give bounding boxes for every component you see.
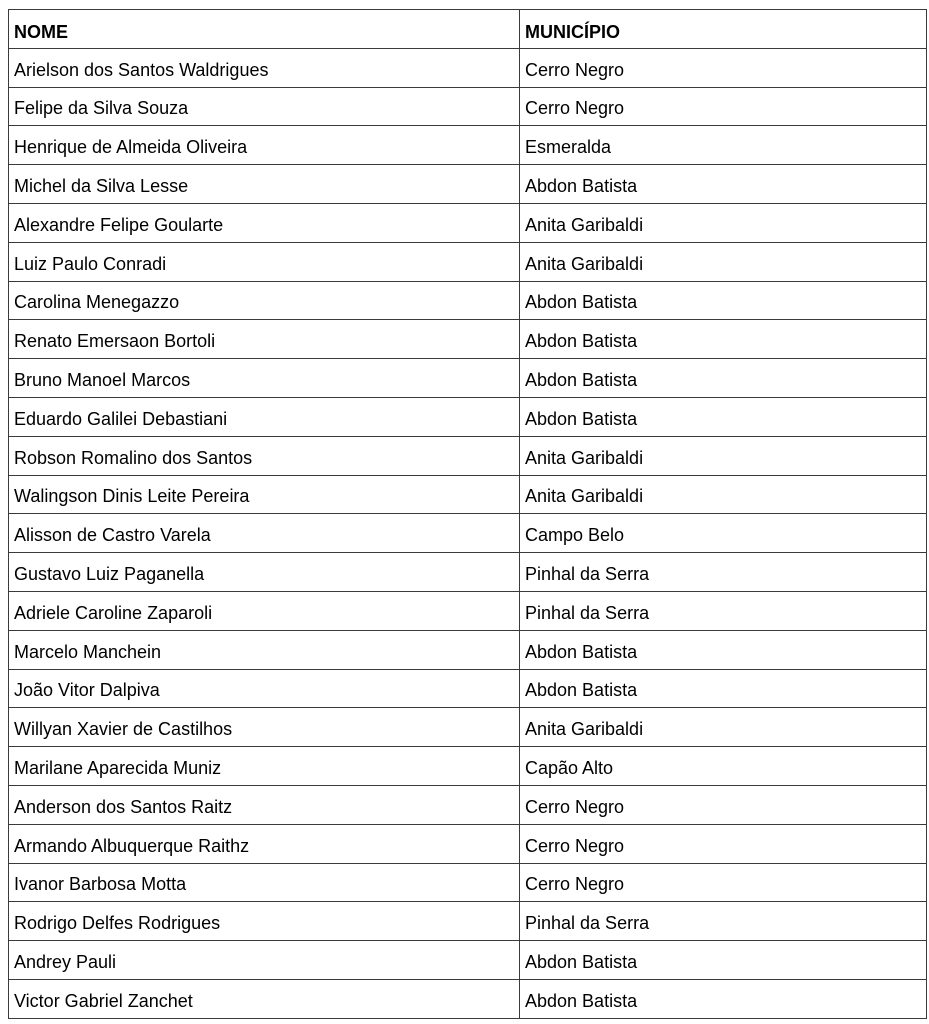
table-row — [9, 708, 927, 747]
cell-nome: Armando Albuquerque Raithz — [9, 824, 520, 863]
cell-nome: Alexandre Felipe Goularte — [9, 203, 520, 242]
table-row — [9, 397, 927, 436]
table-row — [9, 941, 927, 980]
table-row — [9, 630, 927, 669]
table-row — [9, 824, 927, 863]
cell-municipio: Abdon Batista — [520, 630, 927, 669]
table-body — [9, 48, 927, 1018]
cell-nome: Walingson Dinis Leite Pereira — [9, 475, 520, 514]
cell-nome: Victor Gabriel Zanchet — [9, 979, 520, 1018]
cell-municipio: Capão Alto — [520, 747, 927, 786]
cell-nome: Henrique de Almeida Oliveira — [9, 126, 520, 165]
cell-municipio: Abdon Batista — [520, 359, 927, 398]
table-row — [9, 514, 927, 553]
table-row — [9, 126, 927, 165]
cell-municipio: Cerro Negro — [520, 824, 927, 863]
cell-municipio: Pinhal da Serra — [520, 591, 927, 630]
table-row — [9, 747, 927, 786]
cell-municipio: Anita Garibaldi — [520, 475, 927, 514]
cell-nome: Luiz Paulo Conradi — [9, 242, 520, 281]
cell-municipio: Cerro Negro — [520, 785, 927, 824]
cell-municipio: Campo Belo — [520, 514, 927, 553]
cell-municipio: Anita Garibaldi — [520, 436, 927, 475]
cell-municipio: Pinhal da Serra — [520, 902, 927, 941]
cell-nome: Willyan Xavier de Castilhos — [9, 708, 520, 747]
cell-municipio: Esmeralda — [520, 126, 927, 165]
names-table-container — [8, 9, 926, 1019]
cell-municipio: Abdon Batista — [520, 165, 927, 204]
cell-nome: Carolina Menegazzo — [9, 281, 520, 320]
cell-municipio: Abdon Batista — [520, 397, 927, 436]
table-row — [9, 436, 927, 475]
cell-nome: Marilane Aparecida Muniz — [9, 747, 520, 786]
table-row — [9, 48, 927, 87]
cell-municipio: Abdon Batista — [520, 320, 927, 359]
table-header-row — [9, 10, 927, 49]
cell-nome: Adriele Caroline Zaparoli — [9, 591, 520, 630]
table-row — [9, 281, 927, 320]
table-row — [9, 669, 927, 708]
table-row — [9, 203, 927, 242]
cell-municipio: Anita Garibaldi — [520, 203, 927, 242]
header-municipio: MUNICÍPIO — [520, 10, 927, 49]
cell-nome: Michel da Silva Lesse — [9, 165, 520, 204]
header-nome: NOME — [9, 10, 520, 49]
cell-municipio: Abdon Batista — [520, 669, 927, 708]
cell-nome: Felipe da Silva Souza — [9, 87, 520, 126]
table-row — [9, 902, 927, 941]
cell-nome: Anderson dos Santos Raitz — [9, 785, 520, 824]
table-row — [9, 359, 927, 398]
cell-municipio: Anita Garibaldi — [520, 708, 927, 747]
table-row — [9, 863, 927, 902]
cell-municipio: Abdon Batista — [520, 281, 927, 320]
cell-nome: Marcelo Manchein — [9, 630, 520, 669]
cell-nome: Bruno Manoel Marcos — [9, 359, 520, 398]
cell-nome: Gustavo Luiz Paganella — [9, 553, 520, 592]
table-row — [9, 242, 927, 281]
cell-nome: Ivanor Barbosa Motta — [9, 863, 520, 902]
table-row — [9, 87, 927, 126]
cell-municipio: Cerro Negro — [520, 87, 927, 126]
cell-nome: Andrey Pauli — [9, 941, 520, 980]
table-row — [9, 475, 927, 514]
cell-nome: João Vitor Dalpiva — [9, 669, 520, 708]
table-row — [9, 320, 927, 359]
cell-municipio: Cerro Negro — [520, 48, 927, 87]
cell-nome: Eduardo Galilei Debastiani — [9, 397, 520, 436]
cell-nome: Alisson de Castro Varela — [9, 514, 520, 553]
names-table — [8, 9, 927, 1019]
cell-municipio: Abdon Batista — [520, 941, 927, 980]
cell-nome: Arielson dos Santos Waldrigues — [9, 48, 520, 87]
table-row — [9, 979, 927, 1018]
table-row — [9, 165, 927, 204]
cell-nome: Robson Romalino dos Santos — [9, 436, 520, 475]
cell-nome: Renato Emersaon Bortoli — [9, 320, 520, 359]
cell-municipio: Pinhal da Serra — [520, 553, 927, 592]
cell-nome: Rodrigo Delfes Rodrigues — [9, 902, 520, 941]
table-row — [9, 591, 927, 630]
table-row — [9, 785, 927, 824]
cell-municipio: Cerro Negro — [520, 863, 927, 902]
cell-municipio: Abdon Batista — [520, 979, 927, 1018]
cell-municipio: Anita Garibaldi — [520, 242, 927, 281]
table-row — [9, 553, 927, 592]
